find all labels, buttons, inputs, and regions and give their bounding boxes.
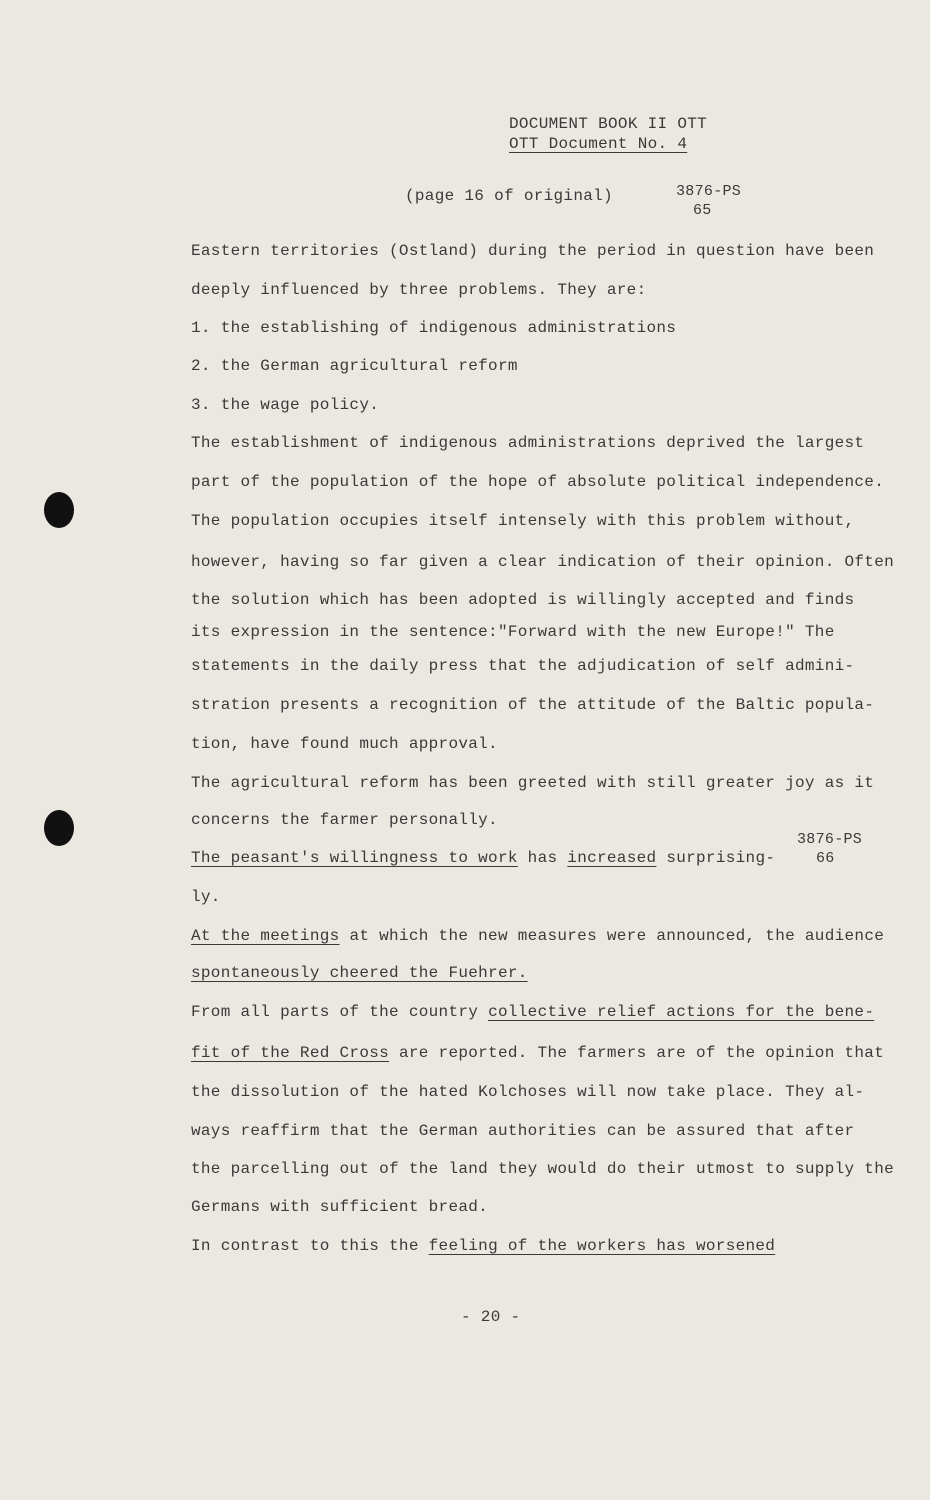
underlined-line: spontaneously cheered the Fuehrer. <box>191 964 528 982</box>
text-line: stration presents a recognition of the attitude of the Baltic popula- <box>191 696 875 714</box>
text-line: The establishment of indigenous administrations deprived the largest <box>191 434 865 452</box>
text-fragment: surprising- <box>666 849 776 867</box>
list-item: 1. the establishing of indigenous administrations <box>191 319 677 337</box>
underlined-phrase: The peasant's willingness to work <box>191 849 518 867</box>
page-number: - 20 - <box>461 1308 521 1326</box>
original-page-reference: (page 16 of original) <box>405 187 613 205</box>
punch-hole <box>44 810 74 846</box>
punch-hole <box>44 492 74 528</box>
ott-document-number: OTT Document No. 4 <box>509 135 688 153</box>
text-line: the solution which has been adopted is willingly accepted and finds <box>191 591 855 609</box>
underlined-phrase: feeling of the workers has worsened <box>428 1237 776 1255</box>
text-fragment: are reported. The farmers are of the opinion that <box>398 1044 885 1062</box>
text-line: Germans with sufficient bread. <box>191 1198 489 1216</box>
underlined-phrase: fit of the Red Cross <box>191 1044 390 1062</box>
margin-ps-page-number: 66 <box>816 850 835 867</box>
text-line <box>191 1236 775 1256</box>
text-line: the dissolution of the hated Kolchoses will now take place. They al- <box>191 1083 865 1101</box>
text-line: statements in the daily press that the adjudication of self admini- <box>191 657 855 675</box>
text-line: part of the population of the hope of absolute political independence. <box>191 473 885 491</box>
text-line: deeply influenced by three problems. They are: <box>191 281 647 299</box>
underlined-phrase: increased <box>567 849 657 867</box>
ps-reference: 3876-PS <box>676 183 742 200</box>
underlined-phrase: collective relief actions for the bene- <box>488 1003 875 1021</box>
text-line <box>191 1002 874 1022</box>
text-line: The agricultural reform has been greeted with still greater joy as it <box>191 774 875 792</box>
text-line: Eastern territories (Ostland) during the period in question have been <box>191 242 875 260</box>
list-item: 3. the wage policy. <box>191 396 380 414</box>
underlined-phrase: At the meetings <box>191 927 340 945</box>
text-line: The population occupies itself intensely with this problem without, <box>191 512 855 530</box>
text-line: ly. <box>191 888 221 906</box>
ps-page-number: 65 <box>693 202 712 219</box>
text-line: its expression in the sentence:"Forward with the new Europe!" The <box>191 623 835 641</box>
text-fragment: at which the new measures were announced, the audience <box>349 927 885 945</box>
list-item: 2. the German agricultural reform <box>191 357 518 375</box>
text-line: tion, have found much approval. <box>191 735 498 753</box>
text-line <box>191 1043 884 1063</box>
text-fragment: has <box>527 849 558 867</box>
text-line: concerns the farmer personally. <box>191 811 498 829</box>
text-line <box>191 848 775 868</box>
text-line <box>191 926 884 946</box>
text-line: however, having so far given a clear indication of their opinion. Often <box>191 553 895 571</box>
text-line: ways reaffirm that the German authorities can be assured that after <box>191 1122 855 1140</box>
text-fragment: From all parts of the country <box>191 1003 479 1021</box>
text-line: the parcelling out of the land they would do their utmost to supply the <box>191 1160 895 1178</box>
document-book-title: DOCUMENT BOOK II OTT <box>509 115 708 133</box>
margin-ps-reference: 3876-PS <box>797 831 863 848</box>
text-fragment: In contrast to this the <box>191 1237 419 1255</box>
